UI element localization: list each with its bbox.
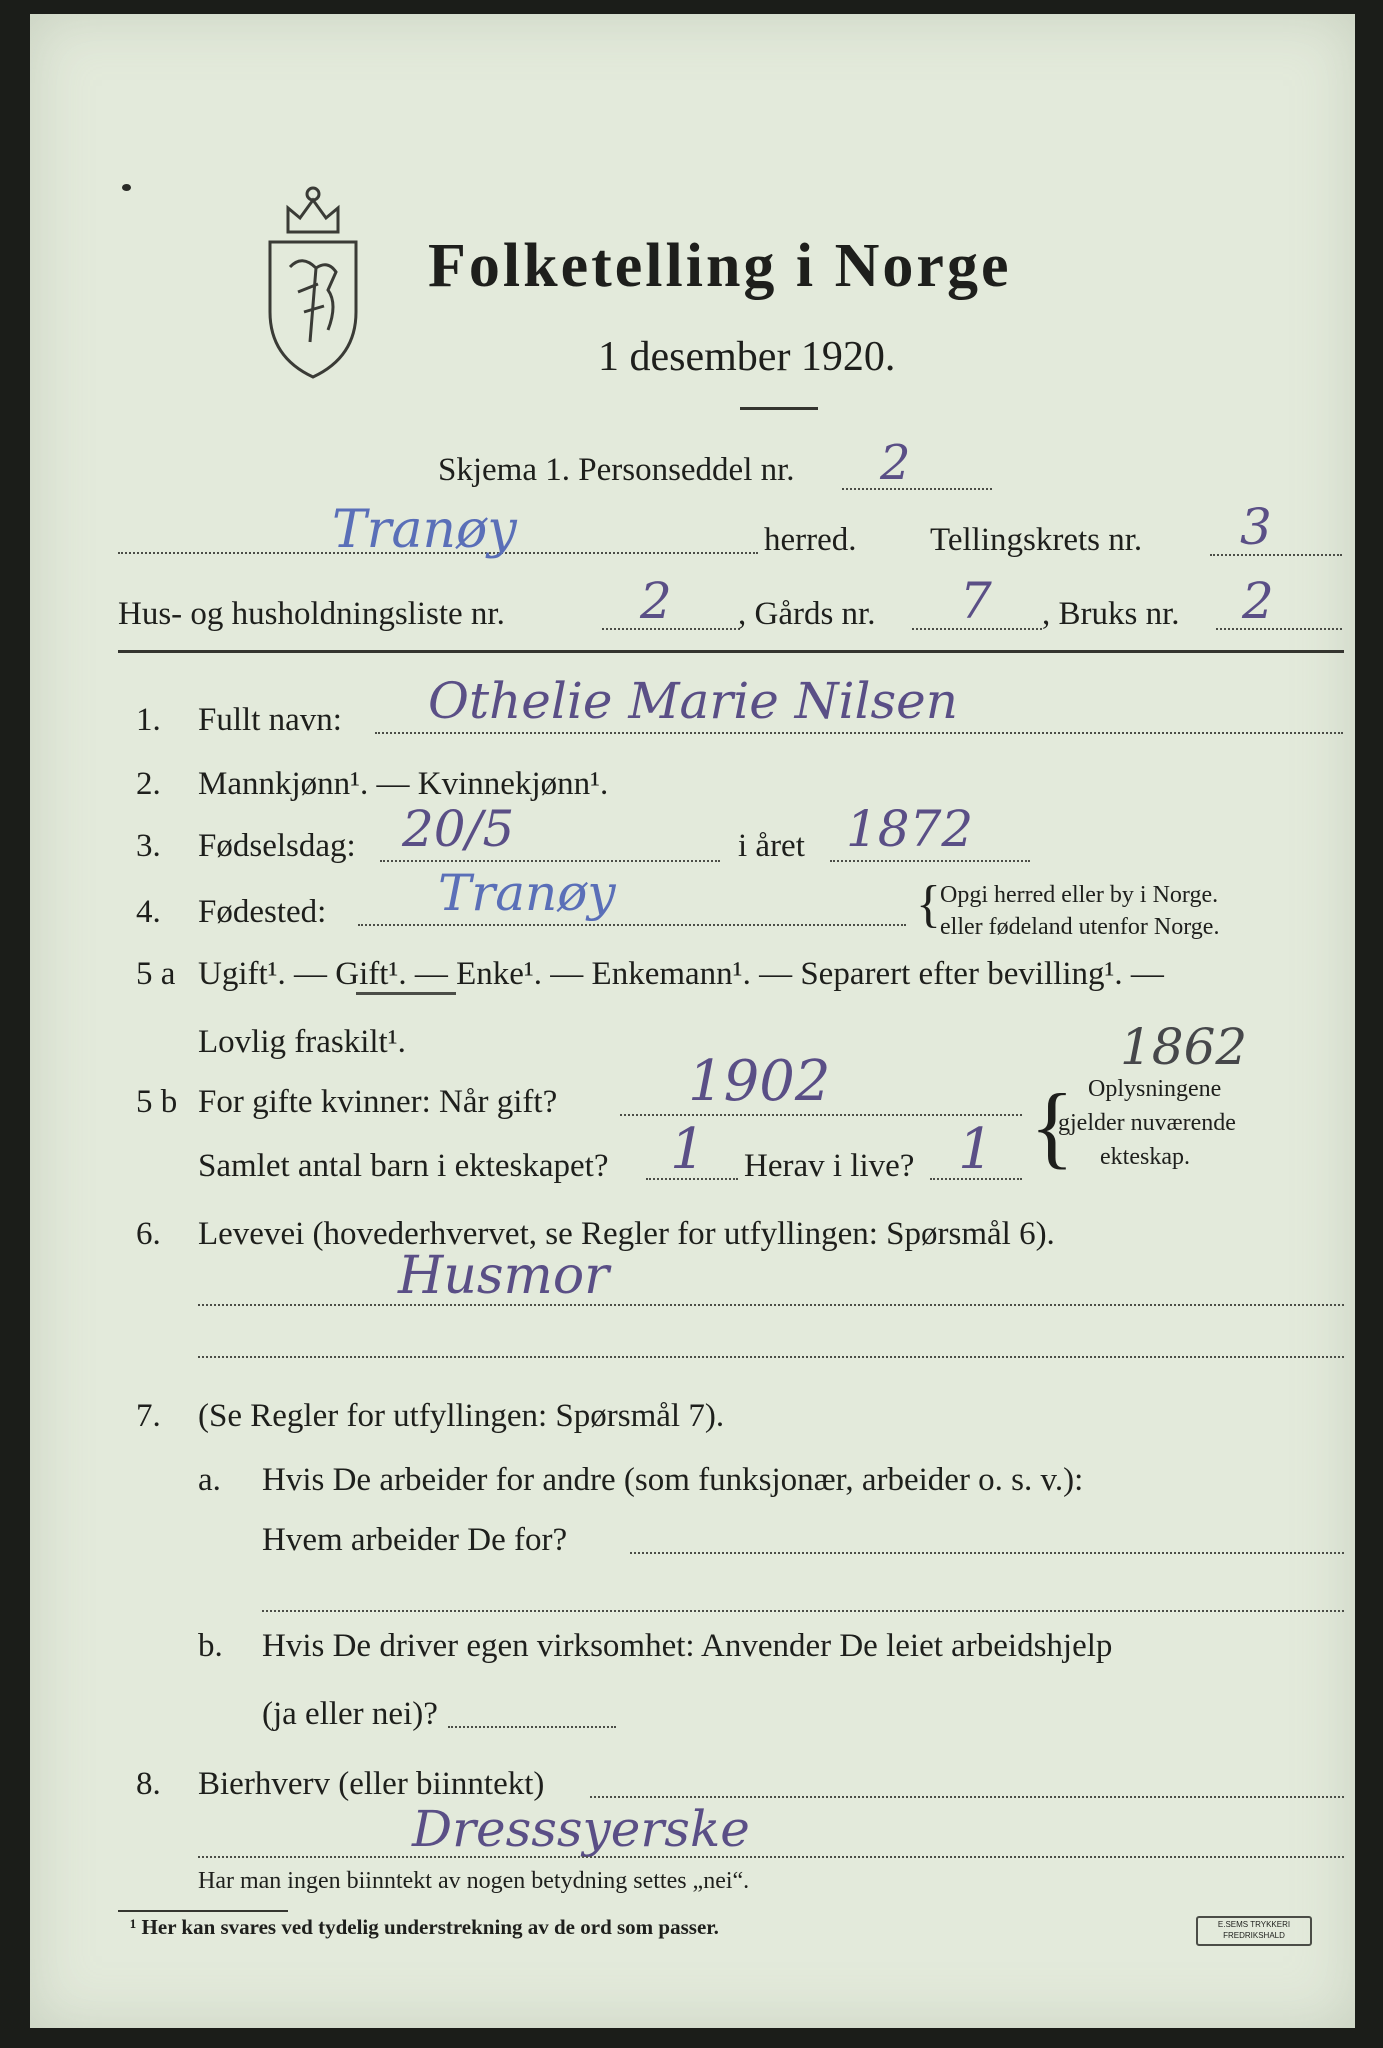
q4-brace: { <box>916 876 941 933</box>
gards-label: , Gårds nr. <box>738 596 876 632</box>
krets-field-line <box>1210 554 1342 556</box>
herred-label: herred. <box>764 522 857 558</box>
q7a-line-2: Hvem arbeider De for? <box>262 1522 568 1558</box>
q5b-value-2[interactable]: 1 <box>670 1117 706 1182</box>
title-divider <box>740 407 818 410</box>
q4-field-line <box>358 924 906 926</box>
q5b-value-3[interactable]: 1 <box>958 1117 994 1182</box>
krets-label: Tellingskrets nr. <box>930 522 1143 558</box>
q2-number: 2. <box>136 766 161 802</box>
q7a-number: a. <box>198 1462 221 1498</box>
footnote-divider <box>118 1910 288 1912</box>
q7b-line-2: (ja eller nei)? <box>262 1696 438 1732</box>
skjema-label: Skjema 1. Personseddel nr. <box>438 452 795 488</box>
q1-value[interactable]: Othelie Marie Nilsen <box>428 672 958 730</box>
printer-stamp-text: E.SEMS TRYKKERI FREDRIKSHALD <box>1217 1920 1291 1940</box>
q8-number: 8. <box>136 1766 161 1802</box>
q5a-line-2: Lovlig fraskilt¹. <box>198 1024 406 1060</box>
gards-value[interactable]: 7 <box>960 572 992 630</box>
q8-field-line-2 <box>198 1856 1344 1858</box>
q6-value[interactable]: Husmor <box>398 1246 609 1306</box>
q5b-value-1[interactable]: 1902 <box>688 1049 831 1114</box>
q7a-line-1: Hvis De arbeider for andre (som funksjonær, arbeider o. s. v.): <box>262 1462 1084 1498</box>
bruks-value[interactable]: 2 <box>1242 572 1274 630</box>
footnote: ¹ Her kan svares ved tydelig understrekning av de ord som passer. <box>130 1915 719 1939</box>
q7b-number: b. <box>198 1628 223 1664</box>
q5b-label-3: Herav i live? <box>744 1148 915 1184</box>
q2-label: Mannkjønn¹. — Kvinnekjønn¹. <box>198 766 609 802</box>
q3-value[interactable]: 20/5 <box>402 800 515 858</box>
bruks-field-line <box>1216 628 1342 630</box>
q7b-line-1: Hvis De driver egen virksomhet: Anvender De leiet arbeidshjelp <box>262 1628 1113 1664</box>
q5a-line-1: Ugift¹. — Gift¹. — Enke¹. — Enkemann¹. — Separert efter bevilling¹. — <box>198 956 1164 992</box>
q4-value[interactable]: Tranøy <box>438 864 616 922</box>
q7-label: (Se Regler for utfyllingen: Spørsmål 7). <box>198 1398 725 1434</box>
q5b-note-1: Oplysningene <box>1088 1076 1222 1102</box>
skjema-field-line <box>842 488 992 490</box>
q3-year-value[interactable]: 1872 <box>846 800 974 858</box>
q1-field-line <box>375 732 1343 734</box>
q8-field-line-1 <box>590 1796 1344 1798</box>
section-divider <box>118 650 1344 653</box>
q3-number: 3. <box>136 828 161 864</box>
census-form <box>30 14 1355 2028</box>
q3-field-line <box>380 860 720 862</box>
q5a-number: 5 a <box>136 956 176 992</box>
herred-value[interactable]: Tranøy <box>332 500 517 560</box>
q7a-field-line-2 <box>262 1610 1344 1612</box>
q4-note-2: eller fødeland utenfor Norge. <box>940 914 1220 940</box>
q5b-label-2: Samlet antal barn i ekteskapet? <box>198 1148 609 1184</box>
skjema-value[interactable]: 2 <box>880 435 911 491</box>
q8-note: Har man ingen biinntekt av nogen betydning settes „nei“. <box>198 1868 750 1894</box>
krets-value[interactable]: 3 <box>1240 498 1272 556</box>
ink-dot <box>122 184 131 191</box>
q3-year-label: i året <box>738 828 805 864</box>
q8-value[interactable]: Dresssyerske <box>412 1800 750 1858</box>
q4-note-1: Opgi herred eller by i Norge. <box>940 882 1219 908</box>
q7-number: 7. <box>136 1398 161 1434</box>
q3-year-line <box>830 860 1030 862</box>
q6-number: 6. <box>136 1216 161 1252</box>
q5b-note-2: gjelder nuværende <box>1058 1110 1236 1136</box>
hus-value[interactable]: 2 <box>640 572 672 630</box>
q7a-field-line-1 <box>630 1552 1344 1554</box>
coat-of-arms-icon <box>258 172 368 382</box>
q4-number: 4. <box>136 894 161 930</box>
bruks-label: , Bruks nr. <box>1042 596 1180 632</box>
q5b-field-line-1 <box>620 1114 1022 1116</box>
q8-label: Bierhverv (eller biinntekt) <box>198 1766 545 1802</box>
q4-label: Fødested: <box>198 894 327 930</box>
q5b-number: 5 b <box>136 1084 178 1120</box>
q5b-label-1: For gifte kvinner: Når gift? <box>198 1084 558 1120</box>
q5b-brace: { <box>1030 1075 1075 1177</box>
q6-field-line-1 <box>198 1304 1344 1306</box>
q7b-field-line <box>448 1726 616 1728</box>
q1-label: Fullt navn: <box>198 702 342 738</box>
q3-label: Fødselsdag: <box>198 828 356 864</box>
q5b-note-3: ekteskap. <box>1100 1144 1190 1170</box>
q1-number: 1. <box>136 702 161 738</box>
printer-stamp <box>1196 1916 1312 1946</box>
hus-label: Hus- og husholdningsliste nr. <box>118 596 505 632</box>
form-title: Folketelling i Norge <box>428 232 1012 300</box>
form-date: 1 desember 1920. <box>598 334 896 380</box>
gift-underline <box>356 992 456 995</box>
q6-label: Levevei (hovederhvervet, se Regler for utfyllingen: Spørsmål 6). <box>198 1216 1055 1252</box>
q5a-annotation: 1862 <box>1120 1018 1248 1076</box>
q6-field-line-2 <box>198 1356 1344 1358</box>
